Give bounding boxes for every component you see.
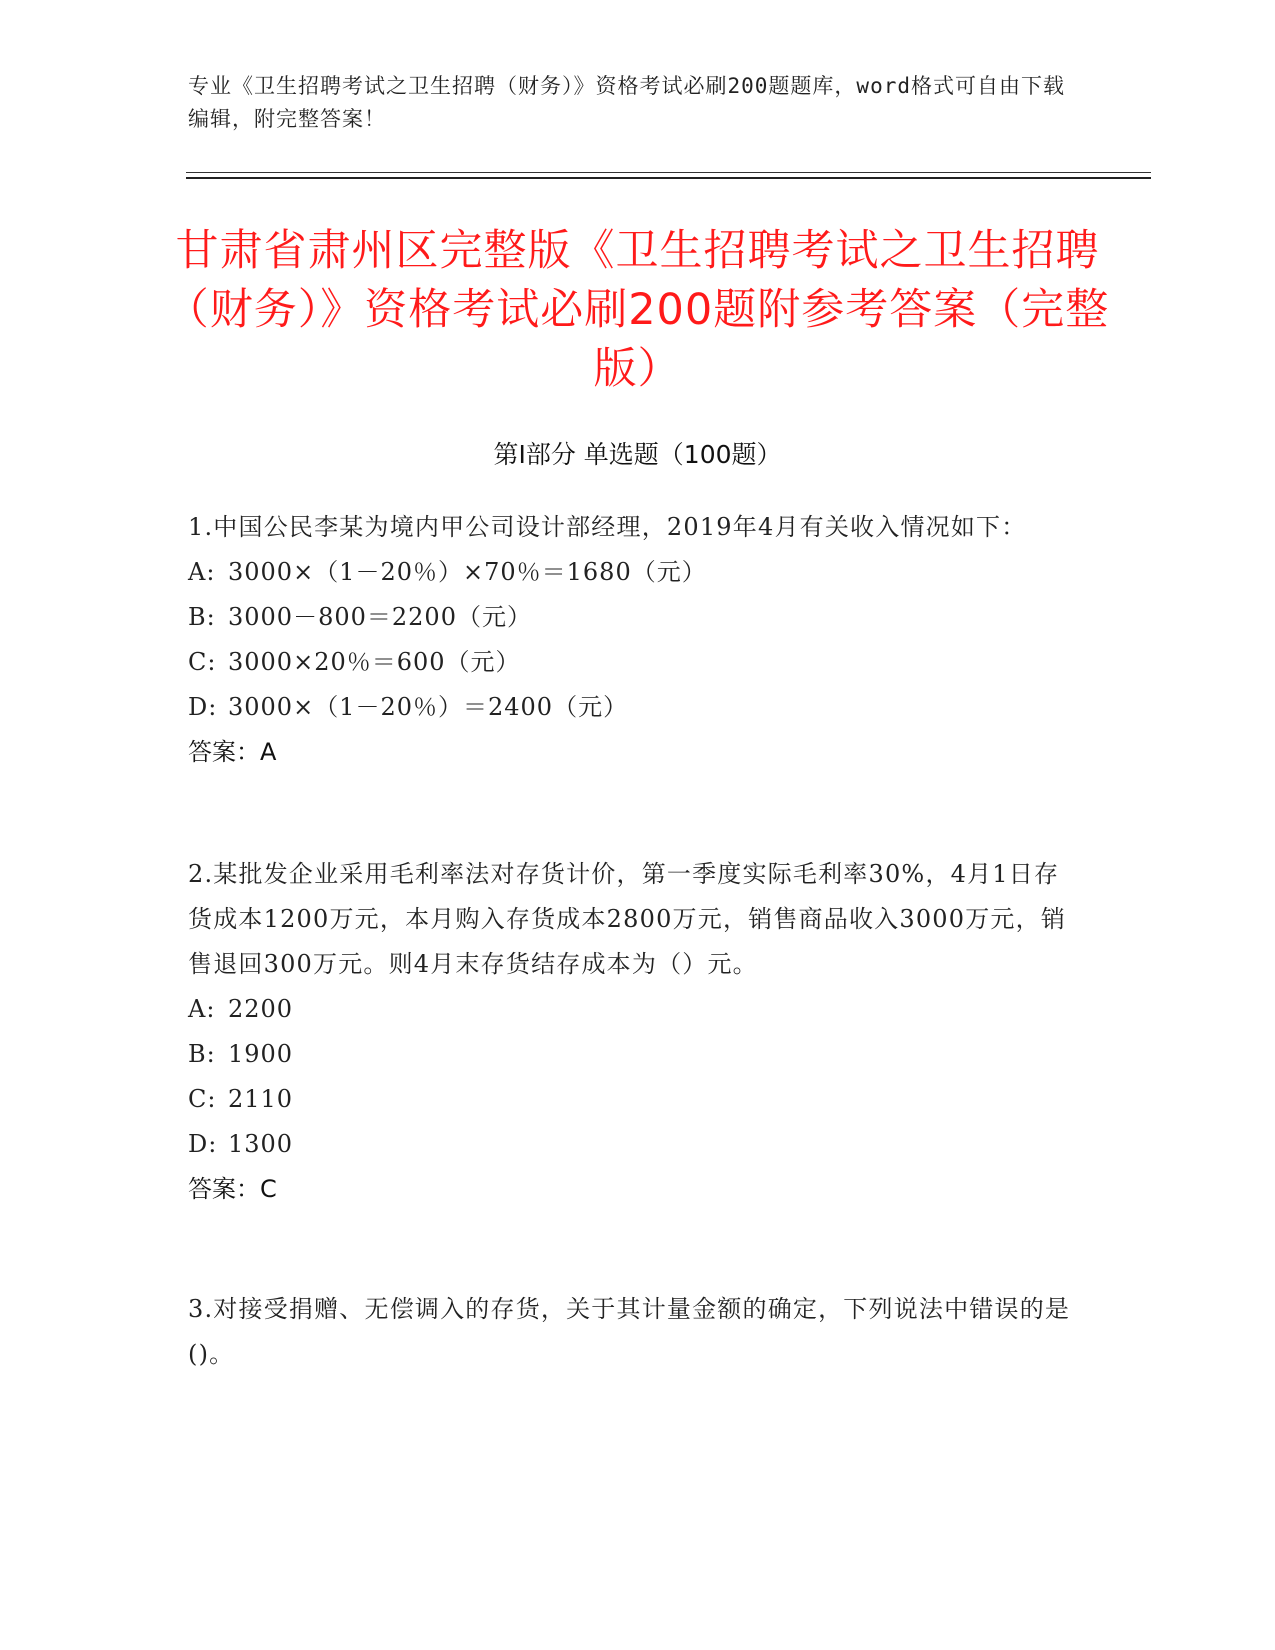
option-b <box>188 595 1078 640</box>
option-letter: A: <box>188 558 216 586</box>
document-title: 甘肃省肃州区完整版《卫生招聘考试之卫生招聘（财务）》资格考试必刷200题附参考答案（完整版） <box>165 226 1110 394</box>
option-d <box>188 1122 1078 1167</box>
header-divider-thick <box>186 177 1151 179</box>
header-divider-thin <box>186 172 1151 173</box>
option-letter: B: <box>188 603 216 631</box>
question-stem: 2.某批发企业采用毛利率法对存货计价，第一季度实际毛利率30%，4月1日存货成本1200万元，本月购入存货成本2800万元，销售商品收入3000万元，销售退回300万元。则4月末存货结存成本为（）元。 <box>188 860 1067 978</box>
option-letter: D: <box>188 1130 218 1158</box>
option-letter: C: <box>188 648 217 676</box>
option-letter: A: <box>188 995 216 1023</box>
option-c <box>188 640 1078 685</box>
option-letter: C: <box>188 1085 217 1113</box>
option-text: 3000×20％＝600（元） <box>228 648 521 676</box>
header-note: 专业《卫生招聘考试之卫生招聘（财务）》资格考试必刷200题题库，word格式可自由下载编辑，附完整答案！ <box>188 74 1065 131</box>
option-text: 3000×（1－20％）＝2400（元） <box>228 693 629 721</box>
option-a <box>188 987 1078 1032</box>
question-stem: 3.对接受捐赠、无偿调入的存货，关于其计量金额的确定，下列说法中错误的是()。 <box>188 1295 1071 1368</box>
answer-line: 答案：C <box>188 1175 277 1203</box>
question-1 <box>188 505 1078 775</box>
option-text: 1900 <box>228 1040 294 1068</box>
option-text: 2200 <box>228 995 294 1023</box>
option-text: 3000×（1－20％）×70％＝1680（元） <box>228 558 707 586</box>
option-text: 3000－800＝2200（元） <box>228 603 532 631</box>
option-text: 1300 <box>228 1130 294 1158</box>
question-3 <box>188 1287 1078 1377</box>
option-letter: B: <box>188 1040 216 1068</box>
answer-line: 答案：A <box>188 738 277 766</box>
option-d <box>188 685 1078 730</box>
option-b <box>188 1032 1078 1077</box>
question-2 <box>188 852 1078 1212</box>
option-text: 2110 <box>228 1085 294 1113</box>
option-letter: D: <box>188 693 218 721</box>
section-heading: 第Ⅰ部分 单选题（100题） <box>493 440 782 469</box>
question-stem: 1.中国公民李某为境内甲公司设计部经理，2019年4月有关收入情况如下： <box>188 513 1027 541</box>
option-a <box>188 550 1078 595</box>
option-c <box>188 1077 1078 1122</box>
